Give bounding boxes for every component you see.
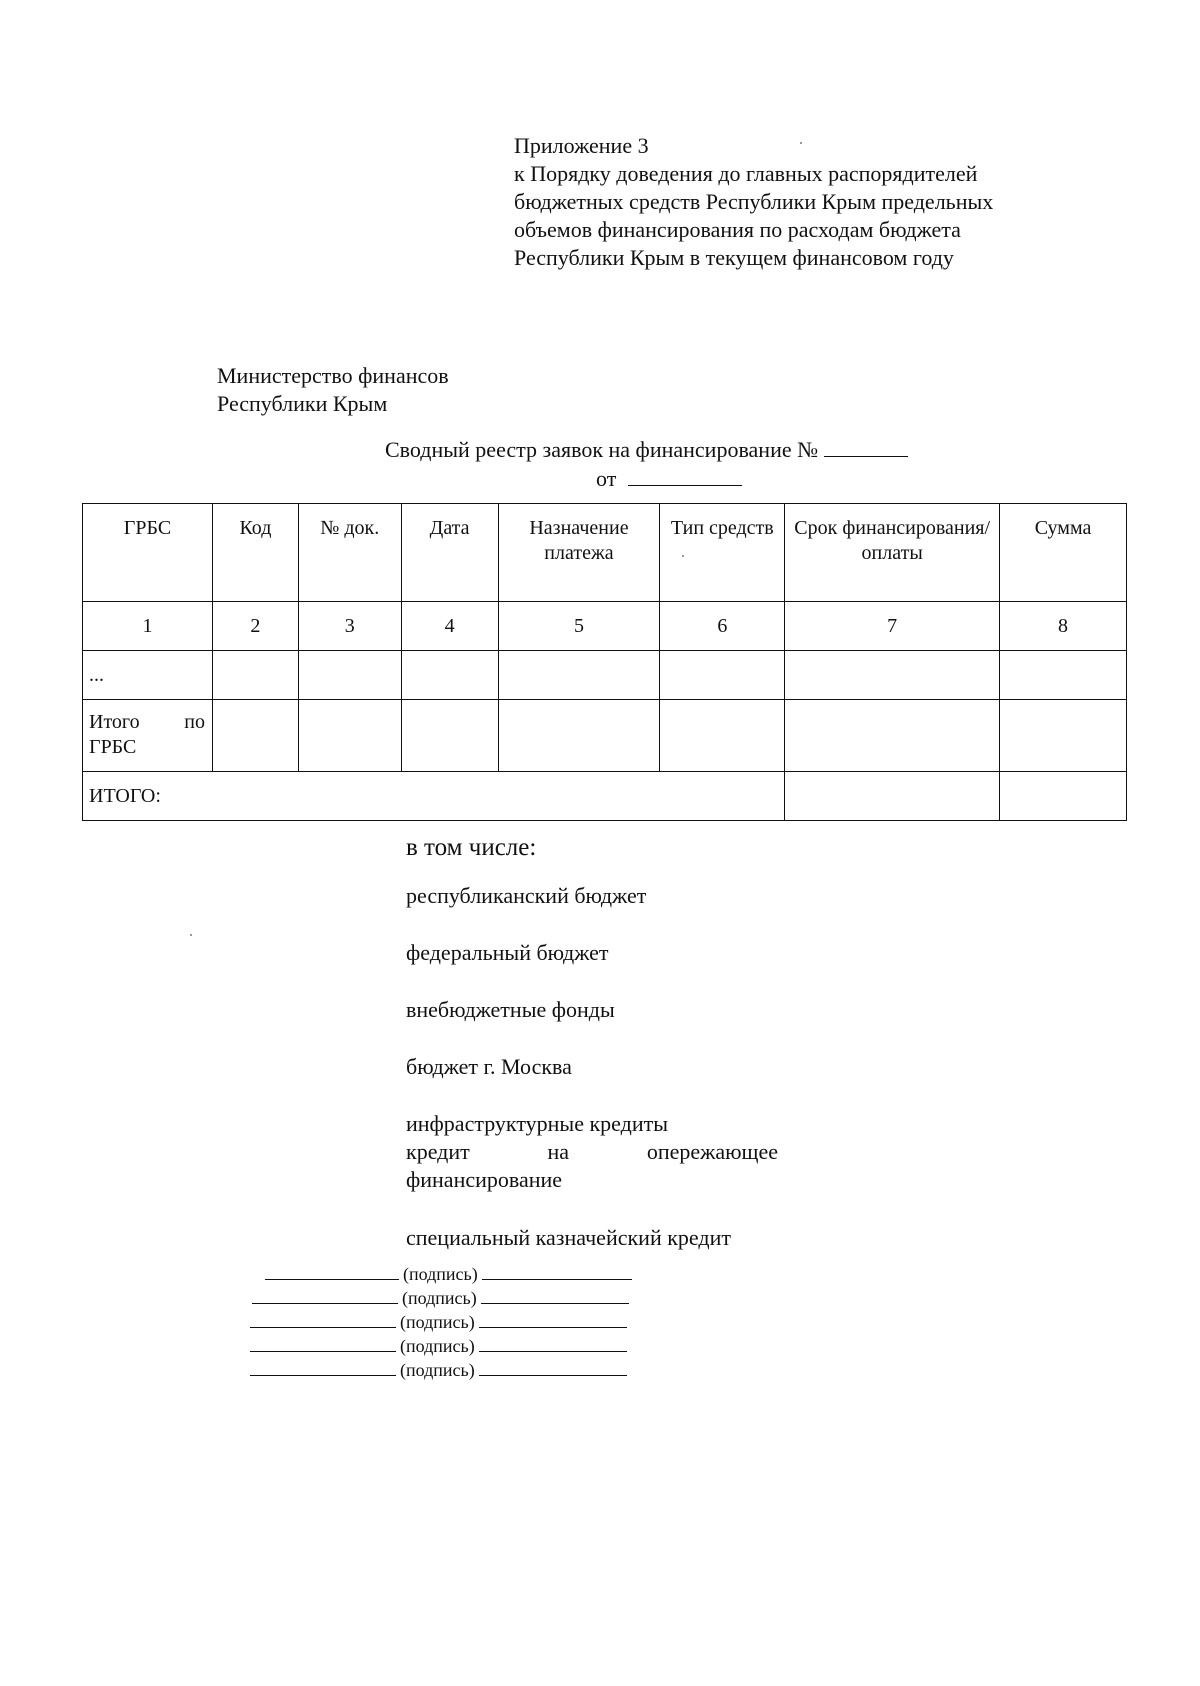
signature-label: (подпись) [400,1312,475,1332]
category-item: инфраструктурные кредиты [406,1111,668,1136]
register-title-text: Сводный реестр заявок на финансирование № [385,437,819,462]
table-cell [660,651,785,700]
appendix-line-2: бюджетных средств Республики Крым предельных [514,189,994,214]
signature-blank-right [479,1311,627,1328]
ministry-block [217,362,449,418]
signature-label: (подпись) [403,1264,478,1284]
table-cell [298,651,401,700]
ministry-line-1: Министерство финансов [217,363,449,388]
scan-speck [682,555,684,557]
header-cell: ГРБС [83,504,213,602]
category-item: федеральный бюджет [406,940,609,965]
scan-speck [800,142,802,144]
table-cell [298,700,401,772]
table-cell [1000,651,1127,700]
ministry-line-2: Республики Крым [217,391,388,416]
signature-blank-right [482,1263,632,1280]
signature-line [252,1286,629,1310]
signature-line [265,1262,632,1286]
table-cell [401,700,498,772]
signature-label: (подпись) [400,1360,475,1380]
category-item: внебюджетные фонды [406,997,615,1022]
table-header-row [83,504,1127,602]
header-cell: Тип средств [660,504,785,602]
category-item: специальный казначейский кредит [406,1225,731,1250]
table-cell [660,700,785,772]
signature-blank-right [479,1335,627,1352]
signature-blank-left [250,1359,396,1376]
signature-blank-right [479,1359,627,1376]
number-cell: 1 [83,602,213,651]
category-item: бюджет г. Москва [406,1054,572,1079]
register-date-prefix: от [596,466,617,491]
scan-speck [190,934,192,936]
signature-blank-left [265,1263,399,1280]
ellipsis-cell: ... [83,651,213,700]
number-cell: 4 [401,602,498,651]
number-cell: 2 [212,602,298,651]
appendix-block [514,132,1117,272]
appendix-line-3: объемов финансирования по расходам бюджета [514,217,961,242]
table-cell [1000,772,1127,821]
category-item: республиканский бюджет [406,883,647,908]
register-number-blank [824,436,908,457]
signature-label: (подпись) [402,1288,477,1308]
table-row [83,651,1127,700]
subtotal-label: Итого по ГРБС [89,711,205,758]
number-cell: 5 [498,602,660,651]
category-item: кредит на опережающее финансирование [406,1139,778,1192]
signature-blank-right [481,1287,629,1304]
table-cell [785,772,1000,821]
signature-line [250,1310,627,1334]
header-cell: № док. [298,504,401,602]
table-cell [212,700,298,772]
appendix-line-1: к Порядку доведения до главных распорядителей [514,161,978,186]
number-cell: 3 [298,602,401,651]
table-number-row [83,602,1127,651]
total-label: ИТОГО: [83,772,785,821]
register-title [385,436,908,464]
subtotal-row [83,700,1127,772]
table-cell [498,651,660,700]
header-cell: Сумма [1000,504,1127,602]
signature-line [250,1334,627,1358]
number-cell: 6 [660,602,785,651]
appendix-title: Приложение 3 [514,133,649,158]
signature-label: (подпись) [400,1336,475,1356]
header-cell: Назначение платежа [498,504,660,602]
register-table [82,503,1127,821]
table-cell [1000,700,1127,772]
number-cell: 7 [785,602,1000,651]
signature-blank-left [250,1335,396,1352]
number-cell: 8 [1000,602,1127,651]
table-cell [498,700,660,772]
table-cell [785,700,1000,772]
signature-blank-left [252,1287,398,1304]
signature-line [250,1358,627,1382]
header-cell: Срок финансирования/ оплаты [785,504,1000,602]
header-cell: Код [212,504,298,602]
table-cell [212,651,298,700]
register-date [596,465,742,493]
appendix-line-4: Республики Крым в текущем финансовом году [514,245,954,270]
header-cell: Дата [401,504,498,602]
register-date-blank [628,465,742,486]
signature-blank-left [250,1311,396,1328]
including-label: в том числе: [406,834,537,861]
table-cell [785,651,1000,700]
subtotal-label-cell [83,700,213,772]
table-cell [401,651,498,700]
total-row [83,772,1127,821]
